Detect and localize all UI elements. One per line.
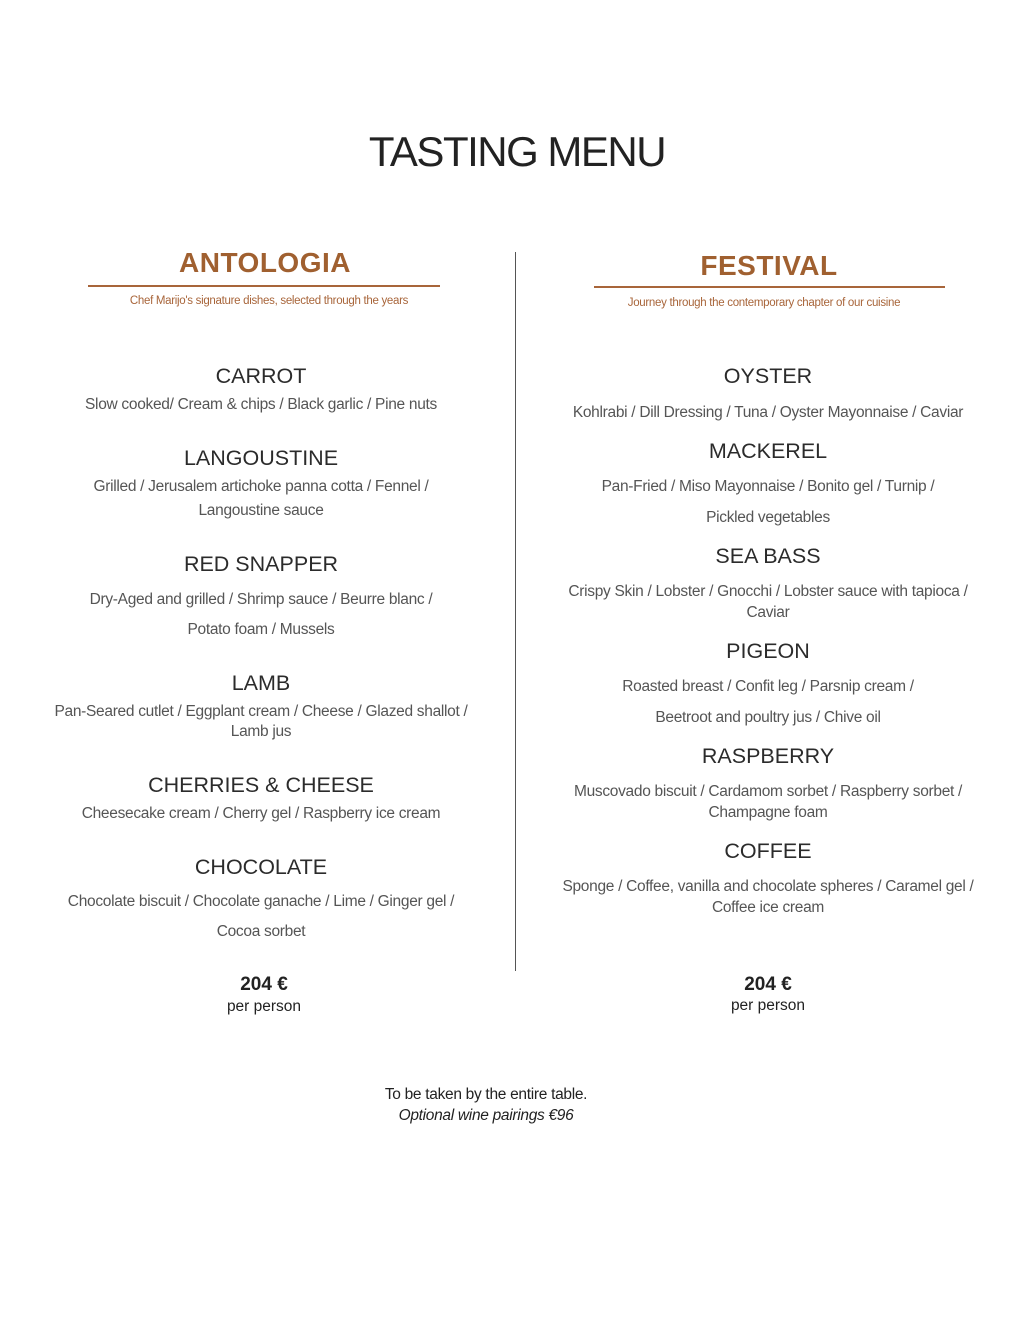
antologia-title: ANTOLOGIA [179,247,351,278]
dish-description: Langoustine sauce [198,502,324,519]
price-unit: per person [226,998,302,1015]
festival-title: FESTIVAL [700,250,838,281]
dish-description: Cocoa sorbet [216,923,306,940]
dish-description: Pan-Fried / Miso Mayonnaise / Bonito gel / Turnip / [601,478,935,495]
dish-description: Muscovado biscuit / Cardamom sorbet / Raspberry sorbet / [573,783,963,800]
dish-name: COFFEE [724,839,812,863]
dish-description: Grilled / Jerusalem artichoke panna cotta / Fennel / [93,478,429,495]
dish-name: CHOCOLATE [194,855,328,879]
dish-name: OYSTER [723,364,813,388]
dish-name: PIGEON [726,639,810,663]
dish-description: Pickled vegetables [706,509,830,526]
dish-name: RASPBERRY [701,744,835,768]
dish-description: Lamb jus [230,723,292,740]
dish-name: SEA BASS [715,544,821,568]
dish-name: CARROT [215,364,307,388]
price: 204 € [744,974,792,995]
dish-description: Potato foam / Mussels [187,621,335,638]
dish-description: Dry-Aged and grilled / Shrimp sauce / Beurre blanc / [89,591,433,608]
antologia-subtitle: Chef Marijo's signature dishes, selected through the years [129,295,409,307]
price-unit: per person [730,997,806,1014]
dish-name: MACKEREL [708,439,828,463]
festival-subtitle: Journey through the contemporary chapter of our cuisine [627,297,901,309]
price: 204 € [240,974,288,995]
dish-name: LAMB [231,671,291,695]
dish-name: LANGOUSTINE [183,446,339,470]
dish-description: Coffee ice cream [711,899,825,916]
footer-note: To be taken by the entire table. [384,1086,588,1103]
festival-rule [594,286,945,288]
dish-name: CHERRIES & CHEESE [148,773,374,797]
dish-description: Cheesecake cream / Cherry gel / Raspberry ice cream [81,805,441,822]
wine-pairing-note: Optional wine pairings €96 [398,1107,574,1124]
dish-description: Chocolate biscuit / Chocolate ganache / Lime / Ginger gel / [67,893,455,910]
dish-name: RED SNAPPER [183,552,339,576]
dish-description: Champagne foam [708,804,828,821]
antologia-rule [88,285,440,287]
dish-description: Sponge / Coffee, vanilla and chocolate spheres / Caramel gel / [562,878,974,895]
dish-description: Beetroot and poultry jus / Chive oil [655,709,881,726]
dish-description: Kohlrabi / Dill Dressing / Tuna / Oyster Mayonnaise / Caviar [572,404,964,421]
dish-description: Crispy Skin / Lobster / Gnocchi / Lobster sauce with tapioca / [568,583,968,600]
dish-description: Caviar [746,604,790,621]
dish-description: Roasted breast / Confit leg / Parsnip cream / [622,678,914,695]
page-title: TASTING MENU [368,128,666,175]
dish-description: Pan-Seared cutlet / Eggplant cream / Cheese / Glazed shallot / [54,703,468,720]
dish-description: Slow cooked/ Cream & chips / Black garlic / Pine nuts [85,396,437,413]
